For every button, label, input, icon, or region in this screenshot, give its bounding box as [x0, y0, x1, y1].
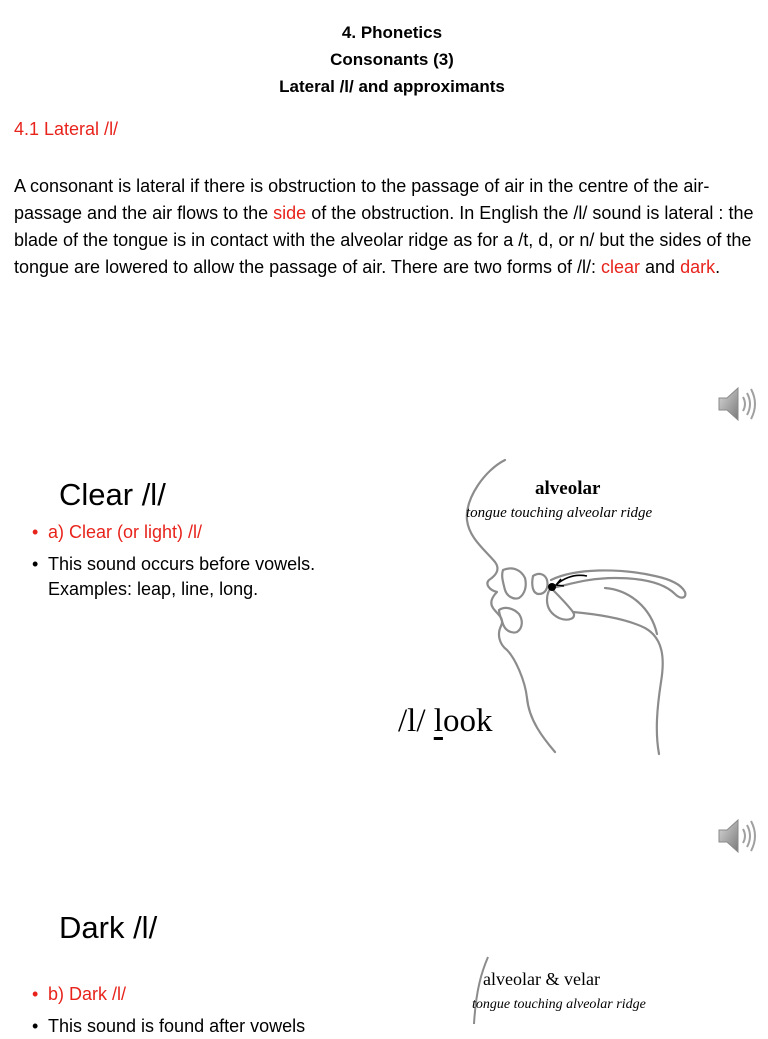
- clear-l-bullet-b: • This sound occurs before vowels. Examples: leap, line, long.: [32, 552, 372, 602]
- para-clear: clear: [601, 257, 641, 277]
- dark-l-bullet-c-text: This sound is found after vowels: [48, 1016, 306, 1036]
- doc-title-line1: 4. Phonetics: [341, 23, 443, 42]
- doc-title-line2: Consonants (3): [330, 50, 454, 69]
- clear-l-bullet-a: • a) Clear (or light) /l/: [32, 522, 203, 542]
- clear-l-title: Clear /l/: [59, 477, 166, 512]
- clear-l-caption-rest: ook: [442, 703, 493, 739]
- dark-l-diagram-label: alveolar & velar: [483, 969, 600, 989]
- para-period: .: [715, 257, 721, 277]
- doc-title-line3: Lateral /l/ and approximants: [279, 77, 505, 96]
- intro-paragraph: [14, 173, 764, 281]
- speaker-icon[interactable]: [716, 816, 760, 856]
- clear-l-caption-ipa: /l/: [398, 703, 426, 739]
- dark-l-bullet-b: • b) Dark /l/: [32, 984, 127, 1004]
- clear-l-diagram-sublabel: tongue touching alveolar ridge: [466, 505, 653, 521]
- speaker-icon[interactable]: [716, 384, 760, 424]
- dark-l-diagram-sublabel: tongue touching alveolar ridge: [472, 997, 646, 1012]
- clear-l-caption-first: l: [433, 703, 443, 739]
- clear-l-bullet-b-text: This sound occurs before vowels. Examples: leap, line, long.: [48, 554, 316, 599]
- para-part2: of the obstruction. In English the /l/ sound is lateral : the blade of the tongue is in contact with the alveolar ridge as for a /t, d, or n/ but the sides of the tongue are lowered to allow the passage of air. There are two forms of /l/:: [14, 203, 754, 277]
- clear-l-diagram-label: alveolar: [535, 478, 601, 499]
- section-heading: 4.1 Lateral /l/: [14, 119, 119, 139]
- para-and: and: [640, 257, 681, 277]
- clear-l-caption: [398, 703, 492, 740]
- para-part1: A consonant is lateral if there is obstruction to the passage of air in the centre of the air-passage and the air flows to the: [14, 176, 710, 223]
- dark-l-bullet-c: • This sound is found after vowels: [32, 1016, 306, 1036]
- dark-l-bullet-b-text: b) Dark /l/: [48, 984, 127, 1004]
- para-dark: dark: [680, 257, 716, 277]
- para-side: side: [273, 203, 307, 223]
- dark-l-title: Dark /l/: [59, 910, 158, 945]
- clear-l-bullet-a-text: a) Clear (or light) /l/: [48, 522, 203, 542]
